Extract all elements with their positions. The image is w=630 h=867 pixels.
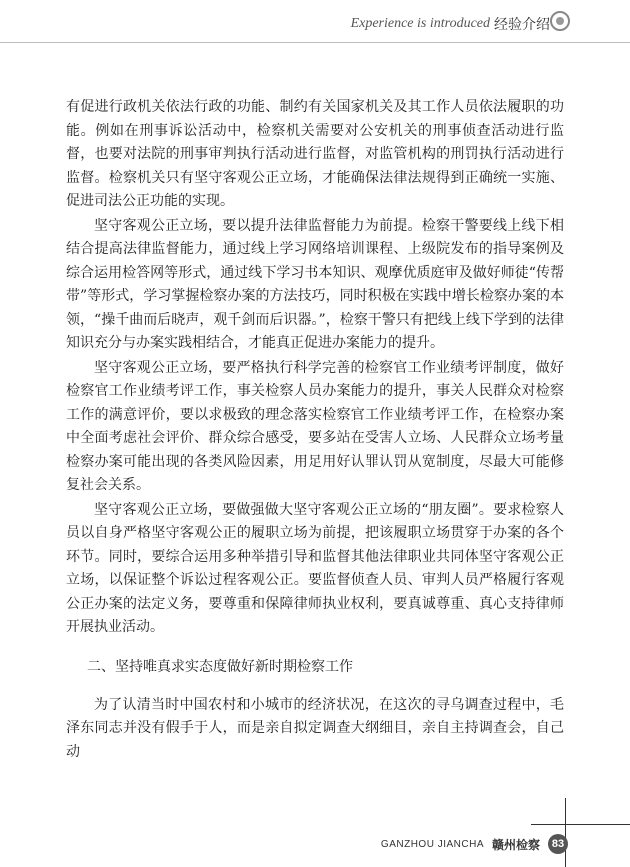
crop-mark-horizontal xyxy=(531,824,630,825)
section-heading: 二、坚持唯真求实态度做好新时期检察工作 xyxy=(87,658,353,675)
footer-chinese-name: 赣州检察 xyxy=(491,837,540,852)
paragraph: 为了认清当时中国农村和小城市的经济状况，在这次的寻乌调查过程中，毛泽东同志并没有假手于人，而是亲自拟定调查大纲细目，亲自主持调查会，自己动 xyxy=(66,696,564,760)
paragraph-continued: 有促进行政机关依法行政的功能、制约有关国家机关及其工作人员依法履职的功能。例如在刑事诉讼活动中，检察机关需要对公安机关的刑事侦查活动进行监督，也要对法院的刑事审判执行活动进行监督，对监管机构的刑罚执行活动进行监督。检察机关只有坚守客观公正立场，才能确保法律法规得到正确统一实施、促进司法公正功能的实现。 xyxy=(66,99,564,209)
header-english-title: Experience is introduced xyxy=(350,16,490,31)
page-number: 83 xyxy=(548,834,568,854)
article-body xyxy=(66,96,564,764)
header-chinese-title: 经验介绍 xyxy=(494,17,550,33)
paragraph: 坚守客观公正立场，要严格执行科学完善的检察官工作业绩考评制度，做好检察官工作业绩考评工作，事关检察人员办案能力的提升，事关人民群众对检察工作的满意评价，要以求极致的理念落实检察官工作业绩考评工作，在检察办案中全面考虑社会评价、群众综合感受，要多站在受害人立场、人民群众立场考量检察办案可能出现的各类风险因素，用足用好认罪认罚从宽制度，尽最大可能修复社会关系。 xyxy=(66,359,564,493)
header-divider xyxy=(0,42,630,43)
running-header xyxy=(351,14,550,34)
crop-mark-vertical xyxy=(565,798,566,867)
running-footer xyxy=(381,834,568,854)
emblem-icon xyxy=(550,11,570,31)
paragraph: 坚守客观公正立场，要做强做大坚守客观公正立场的“朋友圈”。要求检察人员以自身严格坚守客观公正的履职立场为前提，把该履职立场贯穿于办案的各个环节。同时，要综合运用多种举措引导和监督其他法律职业共同体坚守客观公正立场，以保证整个诉讼过程客观公正。要监督侦查人员、审判人员严格履行客观公正办案的法定义务，要尊重和保障律师执业权利，要真诚尊重、真心支持律师开展执业活动。 xyxy=(66,501,564,635)
paragraph: 坚守客观公正立场，要以提升法律监督能力为前提。检察干警要线上线下相结合提高法律监督能力，通过线上学习网络培训课程、上级院发布的指导案例及综合运用检答网等形式，通过线下学习书本知识、观摩优质庭审及做好师徒“传帮带”等形式，学习掌握检察办案的方法技巧，同时积极在实践中增长检察办案的本领，“操千曲而后晓声，观千剑而后识器。”，检察干警只有把线上线下学到的法律知识充分与办案实践相结合，才能真正促进办案能力的提升。 xyxy=(66,217,564,351)
footer-english-name: GANZHOU JIANCHA xyxy=(380,838,484,850)
